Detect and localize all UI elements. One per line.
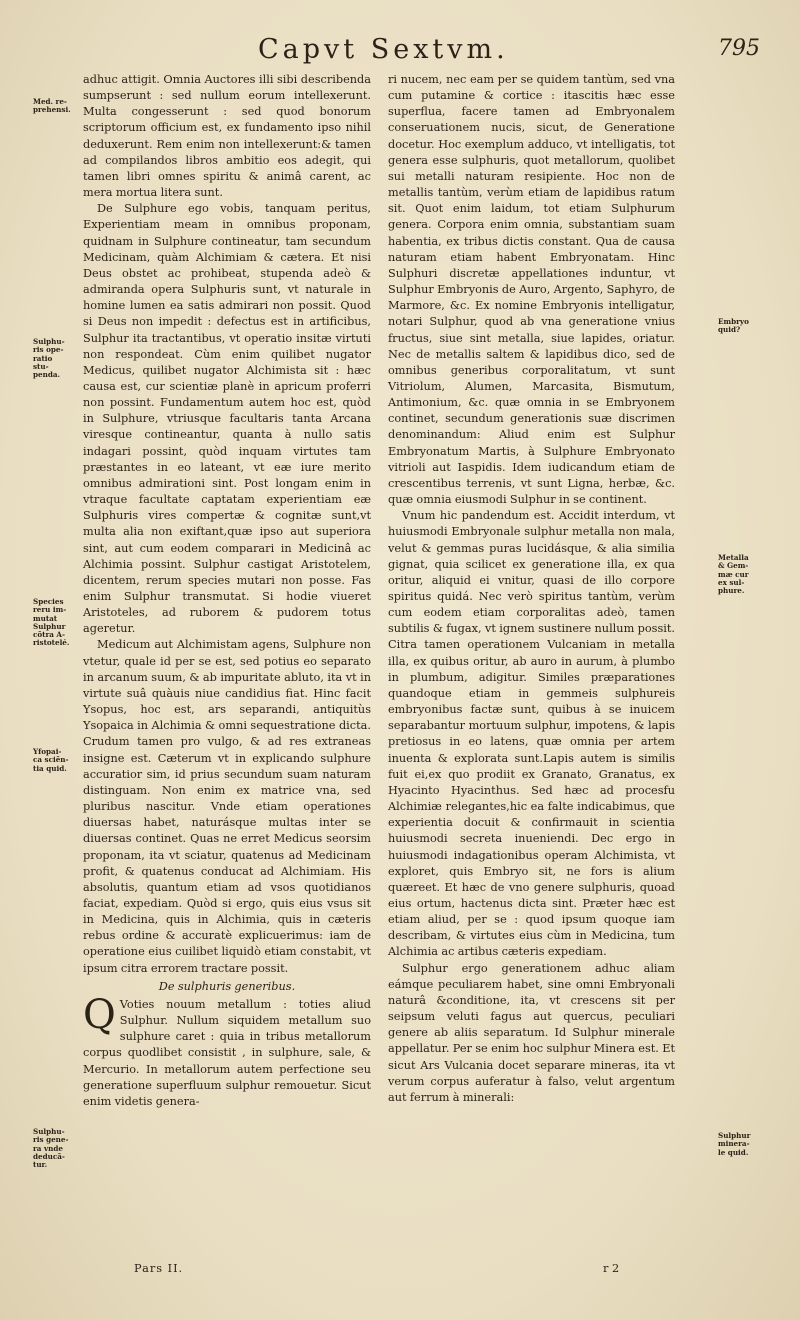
catchword: r 2 <box>603 1262 620 1275</box>
left-paragraph-2: De Sulphure ego vobis, tanquam peritus, Experientiam meam in omnibus proponam, quidnam in Sulphure contineatur, tam secundum Medicinam, quàm Alchimiam & cætera. Et nisi Deus obstet ac prohibeat, stupenda adeò & admiranda opera Sulphuris sunt, vt naturale in homine lumen ea satis admirari non possit. Quod si Deus non impedit : defectus est in artificibus, Sulphur ita tractantibus, vt operatio insitæ virtuti non respondeat. Cùm enim quilibet nugator Medicus, quilibet nugator Alchimista sit : hæc causa est, cur scientiæ planè in apricum proferri non possint. Fundamentum autem hoc est, quòd in Sulphure, vtriusque facultaris tanta Arcana viresque contineantur, quanta à nullo satis indagari possint, quòd inquam virtutes tam præstantes in eo lateant, vt eæ iure merito omnibus admirationi sint. Post longam enim in vtraque facultate captatam experientiam eæ Sulphuris vires compertæ & cognitæ sunt,vt multa alia non exiftant,quæ ipso aut superiora sint, aut cum eodem comparari in Medicinâ ac Alchimia possint. Sulphur castigat Aristotelem, dicentem, rerum species mutari non posse. Fas enim Sulphur transmutat. Si hodie viueret Aristoteles, ad ruborem & pudorem totus ageretur. <box>83 202 371 636</box>
right-column <box>388 72 675 1106</box>
left-paragraph-3: Medicum aut Alchimistam agens, Sulphure non vtetur, quale id per se est, sed potius eo separato in arcanum suum, & ab impuritate abluto, ita vt in virtute suâ quàuis niue candidius fiat. Hinc facit Ysopus, hoc est, ars separandi, antiquitùs Ysopaica in Alchimia & omni sequestratione dicta. Crudum tamen pro vulgo, & ad res extraneas insigne est. Cæterum vt in explicando sulphure accuratior sim, id prius secundum suam naturam distinguam. Non enim ex matrice vna, sed pluribus nascitur. Vnde etiam operationes diuersas habet, naturásque multas inter se diuersas continet. Quas ne erret Medicus seorsim proponam, ita vt sciatur, quatenus ad Medicinam profit, & quatenus conducat ad Alchimiam. His absolutis, quantum etiam ad vsos quotidianos faciat, expediam. Quòd si ergo, quis eius vsus sit in Medicina, quis in Alchimia, quis in cæteris rebus ordine & accuratè explicuerimus: iam de operatione eius cuilibet liquidò etiam constabit, vt ipsum citra errorem tractare possit. <box>83 638 371 975</box>
margin-note-right-3: Sulphur minera-le quid. <box>718 1131 751 1157</box>
right-paragraph-1: ri nucem, nec eam per se quidem tantùm, sed vna cum putamine & cortice : itascitis hæc esse superflua, facere tamen ad Embryonalem conseruationem nucis, sicut, de Generatione docetur. Hoc exemplum adduco, vt intelligatis, tot genera esse sulphuris, quot metallorum, quolibet sui metalli naturam resipiente. Hoc non de metallis tantùm, verùm etiam de lapidibus ratum sit. Quot enim laidum, tot etiam Sulphurum genera. Corpora enim omnia, substantiam suam habentia, ex tribus dictis constant. Qua de causa naturam etiam habent Embryonatam. Hinc Sulphuri discretæ appellationes induntur, vt Sulphur Embryonis de Auro, Argento, Saphyro, de Marmore, &c. Ex nomine Embryonis intelligatur, notari Sulphur, quod ab vna generatione vnius fructus, siue sint metalla, siue lapides, oriatur. Nec de metallis saltem & lapidibus dico, sed de omnibus generibus corporalitatum, vt sunt Vitriolum, Alumen, Marcasita, Bismutum, Antimonium, &c. quæ omnia in se Embryonem continet, secundum generationis suæ discrimen denominandum: Aliud enim est Sulphur Embryonatum Martis, à Sulphure Embryonato vitrioli aut Iaspidis. Idem iudicandum etiam de crescentibus terrenis, vt sunt Ligna, herbæ, &c. quæ omnia eiusmodi Sulphur in se continent. <box>388 73 675 507</box>
page-header <box>0 34 800 74</box>
margin-note-left-2: Sulphu-ris ope-ratio stu-penda. <box>33 337 65 380</box>
left-paragraph-4-text: Voties nouum metallum : toties aliud Sulphur. Nullum siquidem metallum suo sulphure caret : quia in tribus metallorum corpus quodlibet consistit , in sulphure, sale, & Mercurio. In metallorum autem perfectione seu generatione superfluum sulphur remouetur. Sicut enim videtis genera- <box>83 997 371 1108</box>
margin-note-left-4: Yfopai-ca sciẽn-tia quid. <box>33 747 69 773</box>
margin-note-left-3: Species reru im-mutat Sulphur cõtra A-ristotelé. <box>33 597 70 648</box>
left-paragraph-4 <box>83 991 371 1110</box>
section-subheading: De sulphuris generibus. <box>158 979 296 993</box>
signature-mark: Pars II. <box>134 1262 184 1275</box>
margin-note-left-1: Med. re-prehensi. <box>33 97 71 115</box>
right-paragraph-2: Vnum hic pandendum est. Accidit interdum, vt huiusmodi Embryonale sulphur metalla non mala, velut & gemmas puras lucidásque, & alia similia gignat, quia scilicet ex generatione illa, ex qua oritur, aliquid ei vnitur, quasi de illo corpore spiritus quidá. Nec verò spiritus tantùm, verùm cum eodem etiam corporalitas adeò, tamen subtilis & fugax, vt ignem sustinere nullum possit. Citra tamen operationem Vulcaniam in metalla illa, ex quibus oritur, ab auro in aurum, à plumbo in plumbum, adigitur. Similes præparationes quandoque etiam in gemmeis sulphureis embryonibus factæ sunt, quibus à se inuicem separabantur mortuum sulphur, impotens, & lapis pretiosus in eo latens, quæ omnia per artem inuenta & explorata sunt.Lapis autem is similis fuit ei,ex quo prodiit ex Granato, Granatus, ex Hyacinto Hyacinthus. Sed hæc ad procesfu Alchimiæ relegantes,hic ea falte indicabimus, que experientia docuit & confirmauit in scientia huiusmodi secreta inueniendi. Dec ergo in huiusmodi indagationibus operam Alchimista, vt exploret, quis Embryo sit, ne fors is alium quæreet. Et hæc de vno genere sulphuris, quoad eius ortum, hactenus dicta sint. Præter hæc est etiam aliud, per se : quod ipsum quoque iam describam, & virtutes eius cùm in Medicina, tum Alchimia ac artibus cæteris expediam. <box>388 509 675 959</box>
margin-note-right-2: Metalla & Gem-mæ cur ex sul-phure. <box>718 553 749 596</box>
margin-note-right-1: Embryo quid? <box>718 317 749 335</box>
running-title: Capvt Sextvm. <box>258 34 509 65</box>
left-column <box>83 72 371 1110</box>
drop-cap: Q <box>83 991 116 1038</box>
page-number: 795 <box>718 36 760 61</box>
margin-note-left-5: Sulphu-ris gene-ra vnde deducã-tur. <box>33 1127 69 1170</box>
right-paragraph-3: Sulphur ergo generationem adhuc aliam eámque peculiarem habet, sine omni Embryonali naturâ &conditione, ita, vt crescens sit per seipsum veluti fagus aut quercus, peculiari genere ab aliis separatum. Id Sulphur minerale appellatur. Per se enim hoc sulphur Minera est. Et sicut Ars Vulcania docet separare mineras, ita vt verum corpus auferatur à falso, velut argentum aut ferrum à minerali: <box>388 961 675 1104</box>
left-paragraph-1: adhuc attigit. Omnia Auctores illi sibi describenda sumpserunt : sed nullum eorum intellexerunt. Multa congesserunt : sed quod bonorum scriptorum officium est, ex fundamento ipso nihil deduxerunt. Rem enim non intellexerunt:& tamen ad compilandos libros ambitio eos adegit, qui tamen libri omnes spiritu & animâ carent, ac mera mortua litera sunt. <box>83 73 371 200</box>
page-footer <box>0 1262 800 1282</box>
